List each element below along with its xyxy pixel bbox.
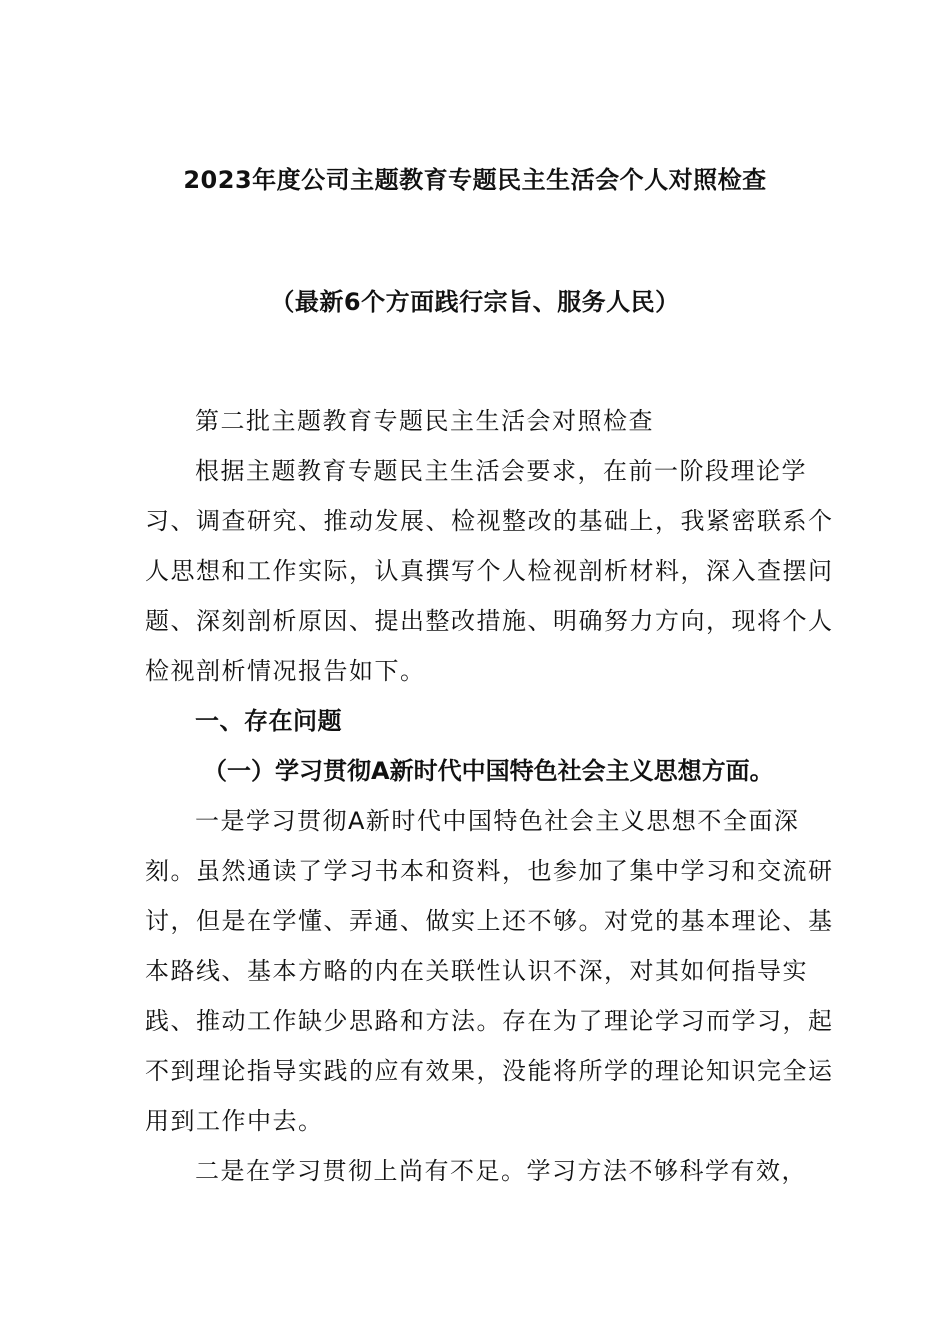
document-subtitle: （最新6个方面践行宗旨、服务人民） [270, 288, 680, 316]
paragraph-point-two: 二是在学习贯彻上尚有不足。学习方法不够科学有效， [195, 1157, 807, 1185]
paragraph-intro-title: 第二批主题教育专题民主生活会对照检查 [195, 407, 654, 435]
paragraph-point-one: 一是学习贯彻A新时代中国特色社会主义思想不全面深刻。虽然通读了学习书本和资料，也参加了集中学习和交流研讨，但是在学懂、弄通、做实上还不够。对党的基本理论、基本路线、基本方略的内在关联性认识不深，对其如何指导实践、推动工作缺少思路和方法。存在为了理论学习而学习，起不到理论指导实践的应有效果，没能将所学的理论知识完全运用到工作中去。 [145, 807, 834, 1135]
subsection-heading: （一）学习贯彻A新时代中国特色社会主义思想方面。 [203, 757, 774, 785]
document-title: 2023年度公司主题教育专题民主生活会个人对照检查 [183, 166, 767, 194]
section-heading: 一、存在问题 [195, 707, 342, 735]
paragraph-intro: 根据主题教育专题民主生活会要求，在前一阶段理论学习、调查研究、推动发展、检视整改的基础上，我紧密联系个人思想和工作实际，认真撰写个人检视剖析材料，深入查摆问题、深刻剖析原因、提出整改措施、明确努力方向，现将个人检视剖析情况报告如下。 [145, 457, 834, 685]
document-body [145, 396, 835, 1196]
